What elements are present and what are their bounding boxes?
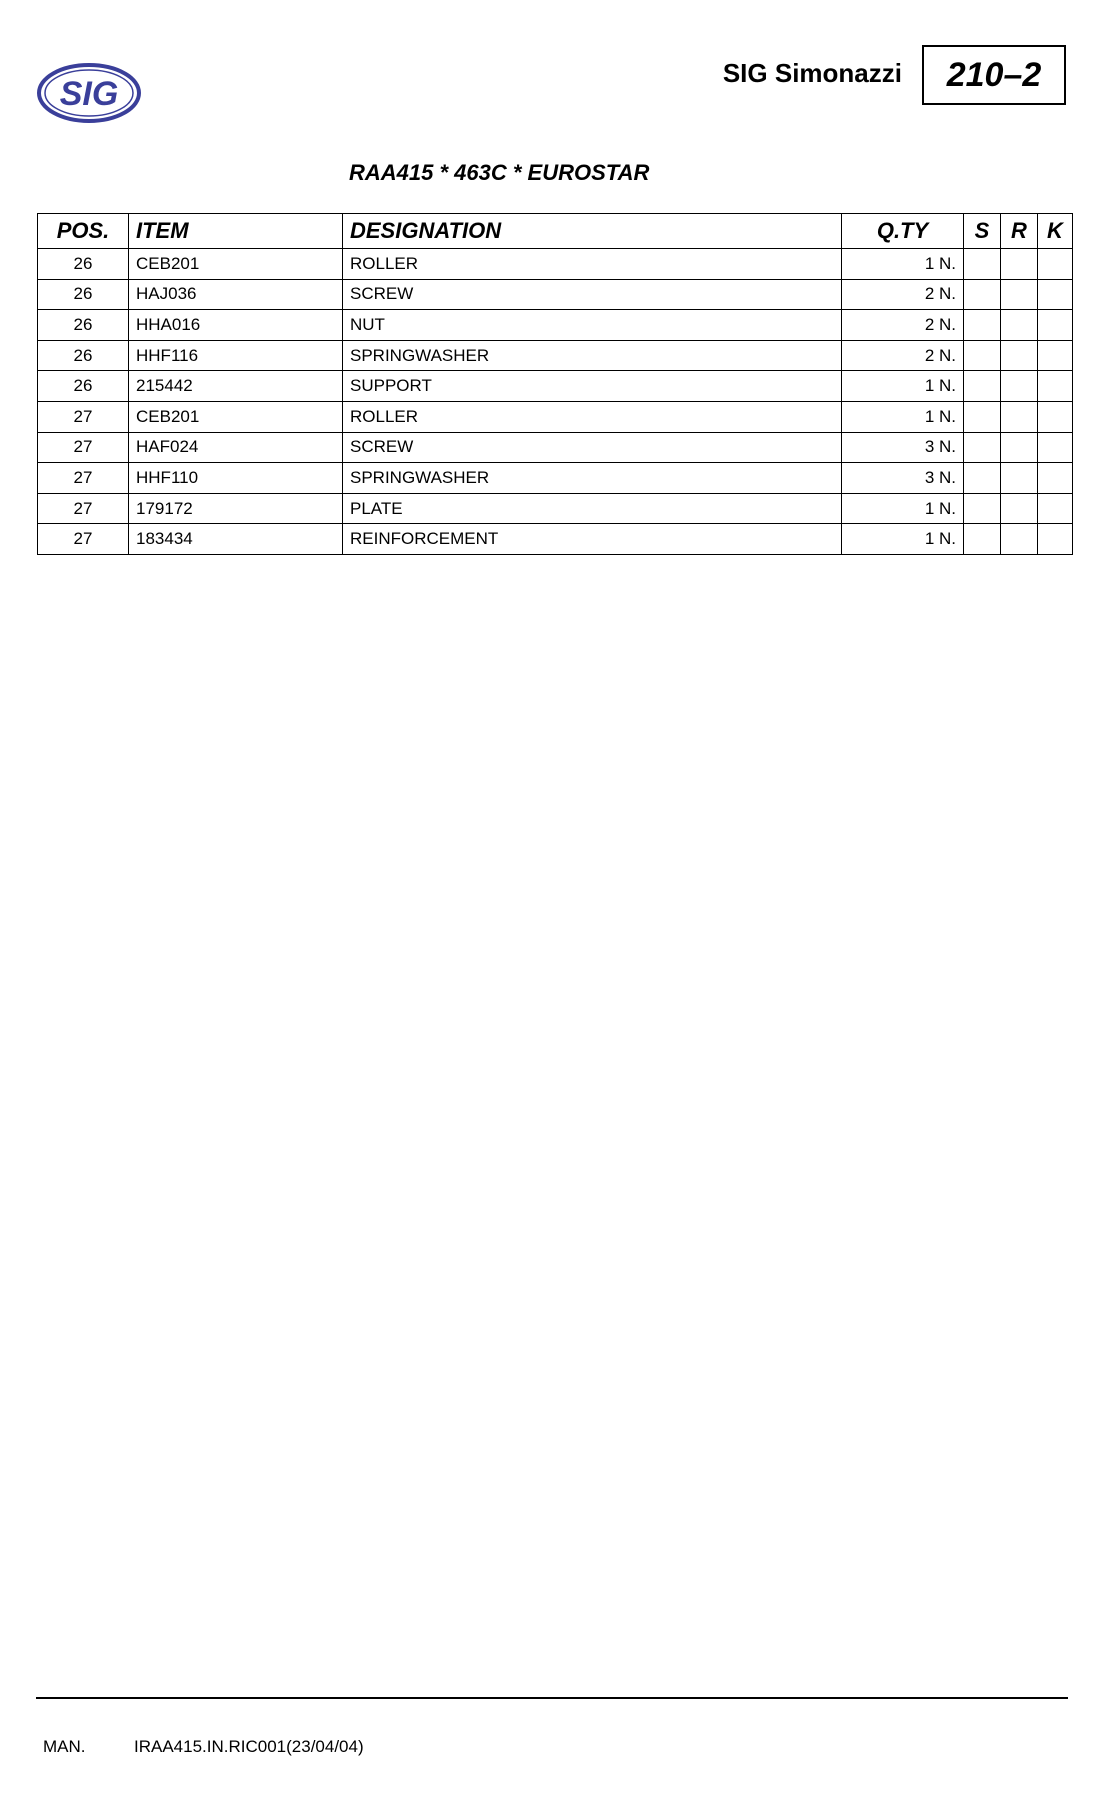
col-header-pos: POS. xyxy=(38,214,129,249)
cell-designation: ROLLER xyxy=(343,249,842,280)
table-row xyxy=(38,279,1073,310)
cell-pos: 27 xyxy=(38,493,129,524)
cell-r xyxy=(1001,310,1038,341)
cell-pos: 27 xyxy=(38,401,129,432)
cell-pos: 26 xyxy=(38,371,129,402)
cell-pos: 26 xyxy=(38,279,129,310)
cell-pos: 27 xyxy=(38,432,129,463)
col-header-designation: DESIGNATION xyxy=(343,214,842,249)
cell-pos: 26 xyxy=(38,249,129,280)
cell-s xyxy=(964,432,1001,463)
footer-man-label: MAN. xyxy=(43,1737,86,1756)
cell-s xyxy=(964,340,1001,371)
cell-qty: 2 N. xyxy=(842,279,964,310)
cell-k xyxy=(1038,524,1073,555)
table-row xyxy=(38,371,1073,402)
col-header-item: ITEM xyxy=(129,214,343,249)
cell-k xyxy=(1038,340,1073,371)
cell-s xyxy=(964,401,1001,432)
col-header-r: R xyxy=(1001,214,1038,249)
cell-item: CEB201 xyxy=(129,401,343,432)
cell-k xyxy=(1038,493,1073,524)
cell-qty: 2 N. xyxy=(842,340,964,371)
table-row xyxy=(38,524,1073,555)
cell-designation: SPRINGWASHER xyxy=(343,340,842,371)
cell-designation: PLATE xyxy=(343,493,842,524)
col-header-qty: Q.TY xyxy=(842,214,964,249)
cell-r xyxy=(1001,524,1038,555)
table-row xyxy=(38,249,1073,280)
cell-item: 183434 xyxy=(129,524,343,555)
cell-item: HAF024 xyxy=(129,432,343,463)
cell-s xyxy=(964,371,1001,402)
cell-r xyxy=(1001,279,1038,310)
cell-k xyxy=(1038,401,1073,432)
cell-pos: 27 xyxy=(38,463,129,494)
cell-item: 215442 xyxy=(129,371,343,402)
cell-k xyxy=(1038,463,1073,494)
cell-qty: 1 N. xyxy=(842,371,964,402)
cell-item: HHF110 xyxy=(129,463,343,494)
cell-pos: 27 xyxy=(38,524,129,555)
cell-qty: 1 N. xyxy=(842,401,964,432)
cell-s xyxy=(964,310,1001,341)
cell-qty: 1 N. xyxy=(842,249,964,280)
cell-s xyxy=(964,249,1001,280)
cell-designation: ROLLER xyxy=(343,401,842,432)
cell-pos: 26 xyxy=(38,340,129,371)
cell-item: HAJ036 xyxy=(129,279,343,310)
model-title: RAA415 * 463C * EUROSTAR xyxy=(349,160,650,185)
cell-r xyxy=(1001,340,1038,371)
footer-reference: IRAA415.IN.RIC001(23/04/04) xyxy=(134,1737,364,1756)
cell-k xyxy=(1038,432,1073,463)
cell-item: CEB201 xyxy=(129,249,343,280)
col-header-k: K xyxy=(1038,214,1073,249)
cell-designation: SCREW xyxy=(343,432,842,463)
cell-item: HHA016 xyxy=(129,310,343,341)
table-row xyxy=(38,493,1073,524)
company-name: SIG Simonazzi xyxy=(722,58,902,88)
table-row xyxy=(38,401,1073,432)
cell-s xyxy=(964,279,1001,310)
cell-s xyxy=(964,493,1001,524)
table-row xyxy=(38,432,1073,463)
cell-designation: SUPPORT xyxy=(343,371,842,402)
cell-r xyxy=(1001,401,1038,432)
cell-item: HHF116 xyxy=(129,340,343,371)
cell-r xyxy=(1001,493,1038,524)
table-header-row xyxy=(38,214,1073,249)
cell-qty: 1 N. xyxy=(842,493,964,524)
table-row xyxy=(38,310,1073,341)
cell-qty: 3 N. xyxy=(842,432,964,463)
cell-k xyxy=(1038,310,1073,341)
cell-designation: SCREW xyxy=(343,279,842,310)
cell-r xyxy=(1001,249,1038,280)
cell-pos: 26 xyxy=(38,310,129,341)
cell-r xyxy=(1001,432,1038,463)
cell-s xyxy=(964,524,1001,555)
logo-text: SIG xyxy=(59,75,119,113)
table-row xyxy=(38,340,1073,371)
cell-designation: NUT xyxy=(343,310,842,341)
cell-r xyxy=(1001,371,1038,402)
cell-qty: 2 N. xyxy=(842,310,964,341)
table-row xyxy=(38,463,1073,494)
cell-designation: REINFORCEMENT xyxy=(343,524,842,555)
cell-k xyxy=(1038,279,1073,310)
cell-k xyxy=(1038,249,1073,280)
cell-qty: 1 N. xyxy=(842,524,964,555)
page-number: 210–2 xyxy=(922,45,1066,105)
col-header-s: S xyxy=(964,214,1001,249)
cell-qty: 3 N. xyxy=(842,463,964,494)
cell-k xyxy=(1038,371,1073,402)
cell-r xyxy=(1001,463,1038,494)
parts-table xyxy=(37,213,1073,555)
cell-designation: SPRINGWASHER xyxy=(343,463,842,494)
cell-s xyxy=(964,463,1001,494)
footer-divider xyxy=(36,1697,1068,1699)
sig-logo xyxy=(36,62,142,124)
cell-item: 179172 xyxy=(129,493,343,524)
